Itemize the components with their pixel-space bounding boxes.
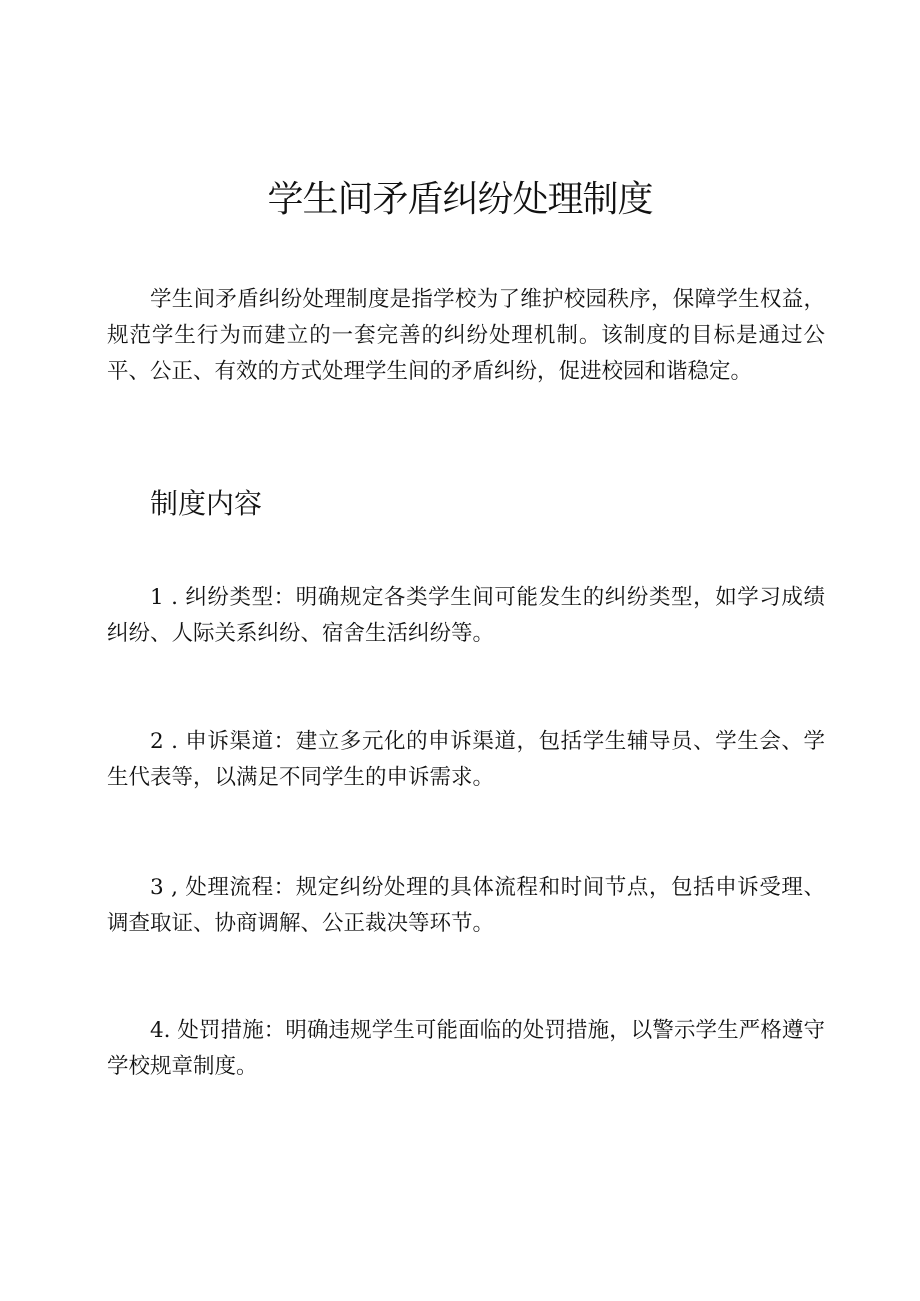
section-heading: 制度内容 <box>150 487 263 520</box>
list-item: 1 . 纠纷类型：明确规定各类学生间可能发生的纠纷类型，如学习成绩纠纷、人际关系纠纷、宿舍生活纠纷等。 <box>107 585 825 646</box>
list-item: 2 . 申诉渠道：建立多元化的申诉渠道，包括学生辅导员、学生会、学生代表等，以满足不同学生的申诉需求。 <box>107 729 825 790</box>
document-title: 学生间矛盾纠纷处理制度 <box>267 179 653 220</box>
intro-paragraph: 学生间矛盾纠纷处理制度是指学校为了维护校园秩序，保障学生权益，规范学生行为而建立的一套完善的纠纷处理机制。该制度的目标是通过公平、公正、有效的方式处理学生间的矛盾纠纷，促进校园和谐稳定。 <box>107 287 825 384</box>
list-item: 4. 处罚措施：明确违规学生可能面临的处罚措施，以警示学生严格遵守学校规章制度。 <box>107 1018 825 1079</box>
list-item: 3 , 处理流程：规定纠纷处理的具体流程和时间节点，包括申诉受理、调查取证、协商调解、公正裁决等环节。 <box>107 875 825 936</box>
